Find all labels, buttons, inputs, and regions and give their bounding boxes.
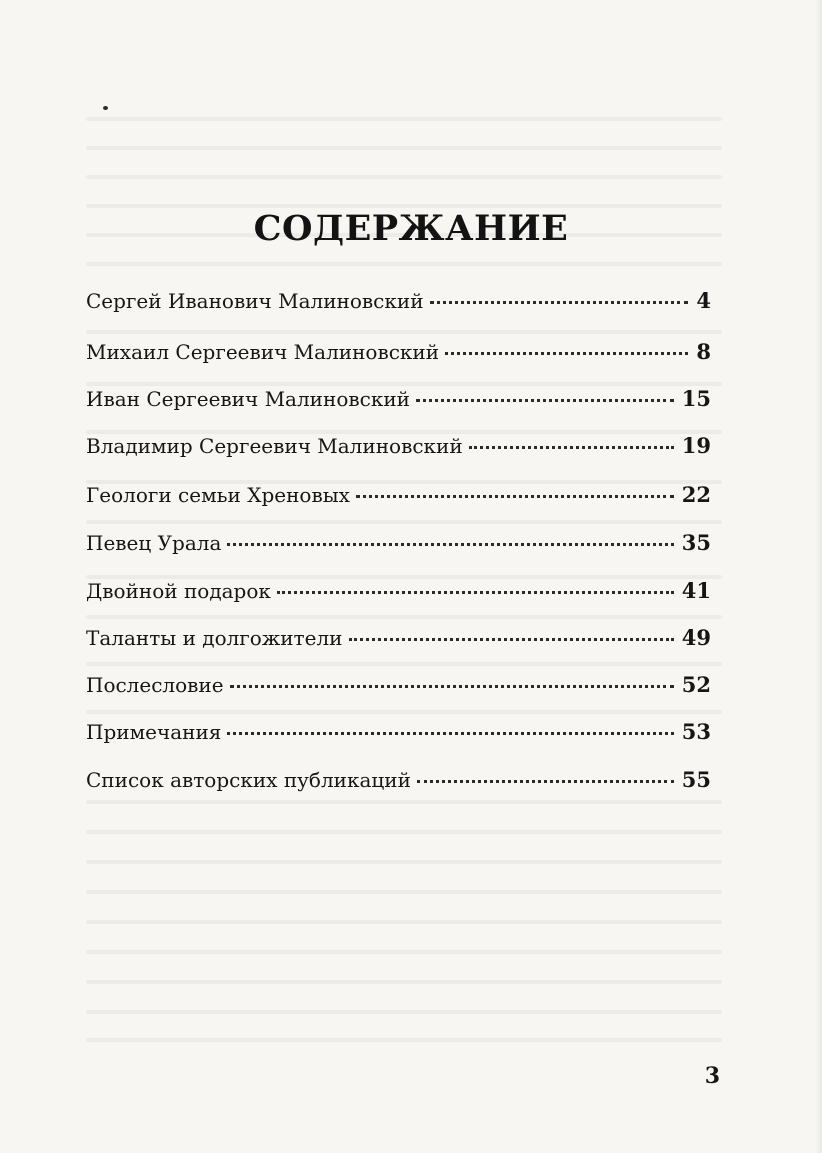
toc-entry-title: Певец Урала xyxy=(86,531,222,555)
toc-entry[interactable] xyxy=(86,339,711,364)
toc-entry-title: Михаил Сергеевич Малиновский xyxy=(86,340,440,364)
dot-leader xyxy=(227,543,673,546)
page-edge-shadow xyxy=(816,0,822,1153)
toc-entry-page: 41 xyxy=(681,578,711,603)
toc-entry[interactable] xyxy=(86,719,711,744)
toc-entry-title: Иван Сергеевич Малиновский xyxy=(86,387,411,411)
toc-entry-title: Геологи семьи Хреновых xyxy=(86,483,350,507)
show-through-line xyxy=(86,1010,722,1014)
dot-leader xyxy=(349,638,674,641)
dot-leader xyxy=(227,732,673,735)
toc-entry-page: 19 xyxy=(681,433,711,458)
toc-entry-page: 22 xyxy=(681,482,711,507)
show-through-line xyxy=(86,662,722,666)
toc-entry-title: Примечания xyxy=(86,720,222,744)
toc-entry[interactable] xyxy=(86,386,711,411)
toc-entry[interactable] xyxy=(86,625,711,650)
show-through-line xyxy=(86,950,722,954)
toc-entry-page: 35 xyxy=(681,530,711,555)
toc-entry[interactable] xyxy=(86,530,711,555)
show-through-line xyxy=(86,830,722,834)
toc-entry[interactable] xyxy=(86,672,711,697)
toc-entry[interactable] xyxy=(86,578,711,603)
toc-entry-page: 52 xyxy=(681,672,711,697)
toc-entry[interactable] xyxy=(86,482,711,507)
show-through-line xyxy=(86,980,722,984)
toc-entry[interactable] xyxy=(86,288,711,313)
dot-leader xyxy=(277,591,674,594)
toc-entry-page: 4 xyxy=(696,288,711,313)
dot-leader xyxy=(416,399,674,402)
show-through-line xyxy=(86,262,722,266)
toc-entry-page: 55 xyxy=(681,767,711,792)
show-through-line xyxy=(86,890,722,894)
dot-leader xyxy=(445,352,688,355)
contents-heading: СОДЕРЖАНИЕ xyxy=(253,208,569,249)
toc-entry-title: Двойной подарок xyxy=(86,579,271,603)
show-through-line xyxy=(86,710,722,714)
toc-entry-title: Послесловие xyxy=(86,673,224,697)
show-through-line xyxy=(86,117,722,121)
toc-entry-title: Таланты и долгожители xyxy=(86,626,343,650)
show-through-line xyxy=(86,800,722,804)
dot-leader xyxy=(356,495,674,498)
toc-entry-title: Сергей Иванович Малиновский xyxy=(86,289,424,313)
show-through-line xyxy=(86,520,722,524)
dot-leader xyxy=(230,685,674,688)
show-through-line xyxy=(86,146,722,150)
toc-entry-title: Владимир Сергеевич Малиновский xyxy=(86,434,463,458)
ink-speck xyxy=(103,106,108,110)
toc-entry-page: 15 xyxy=(681,386,711,411)
toc-entry[interactable] xyxy=(86,767,711,792)
toc-entry-page: 53 xyxy=(681,719,711,744)
toc-entry-page: 49 xyxy=(681,625,711,650)
show-through-line xyxy=(86,175,722,179)
toc-entry-title: Список авторских публикаций xyxy=(86,768,411,792)
show-through-line xyxy=(86,920,722,924)
page-number: 3 xyxy=(704,1063,720,1089)
show-through-line xyxy=(86,615,722,619)
show-through-line xyxy=(86,330,722,334)
toc-entry[interactable] xyxy=(86,433,711,458)
show-through-line xyxy=(86,1038,722,1042)
dot-leader xyxy=(430,301,689,304)
dot-leader xyxy=(469,446,674,449)
toc-entry-page: 8 xyxy=(696,339,711,364)
dot-leader xyxy=(417,780,674,783)
show-through-line xyxy=(86,860,722,864)
